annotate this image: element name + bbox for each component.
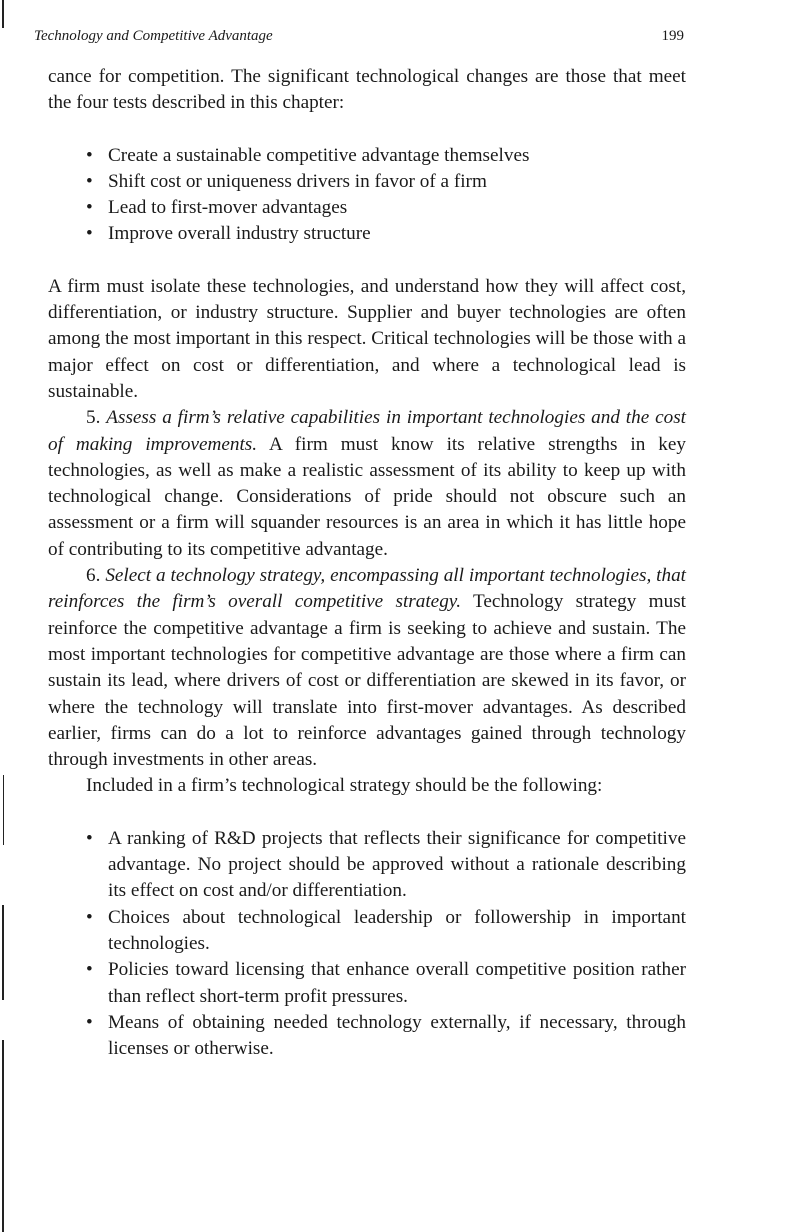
running-head xyxy=(34,28,684,50)
list-item: • Improve overall industry structure xyxy=(86,221,686,247)
running-title: Technology and Competitive Advantage xyxy=(34,28,273,44)
paragraph-included: Included in a firm’s technological strategy should be the following: xyxy=(86,775,603,797)
step-6-number: 6. xyxy=(86,565,101,587)
scan-edge-mark-top xyxy=(2,0,4,28)
list-item: • Means of obtaining needed technology externally, if necessary, through licenses or otherwise. xyxy=(86,1010,686,1063)
list-item: • Lead to first-mover advantages xyxy=(86,195,686,221)
strategy-list xyxy=(48,826,686,1063)
paragraph-isolate-technologies: A firm must isolate these technologies, and understand how they will affect cost, differentiation, or industry structure. Supplier and buyer technologies are often among the most important in this respect. Critical technologies will be those with a major effect on cost or differentiation, and where a technological lead is sustainable. xyxy=(48,275,686,402)
scan-edge-mark-middle xyxy=(3,775,4,845)
page-number: 199 xyxy=(661,28,684,44)
paragraph-continuation: cance for competition. The significant technological changes are those that meet the four tests described in this chapter: xyxy=(48,66,686,114)
list-item: • Shift cost or uniqueness drivers in favor of a firm xyxy=(86,169,686,195)
body-text xyxy=(48,64,686,1062)
tests-list xyxy=(48,143,686,248)
step-5-heading: Assess a firm’s relative capabilities in important technologies and the cost of making improvements. xyxy=(48,407,686,455)
paragraph-step-5 xyxy=(48,405,686,563)
list-item: • Policies toward licensing that enhance overall competitive position rather than reflect short-term profit pressures. xyxy=(86,957,686,1010)
step-5-number: 5. xyxy=(86,407,101,429)
step-5-text: A firm must know its relative strengths in key technologies, as well as make a realistic assessment of its ability to keep up with technological change. Considerations of pride should not obscure such an assessment or a firm will squander resources is an area in which it has little hope of contributing to its competitive advantage. xyxy=(48,433,686,560)
scan-edge-mark-bottom xyxy=(2,1040,4,1232)
step-6-heading: Select a technology strategy, encompassing all important technologies, that reinforces the firm’s overall competitive strategy. xyxy=(48,565,687,613)
scan-edge-mark-lower xyxy=(2,905,4,1000)
list-item: • Create a sustainable competitive advantage themselves xyxy=(86,143,686,169)
step-6-text: Technology strategy must reinforce the competitive advantage a firm is seeking to achieve and sustain. The most important technologies for competitive advantage are those where a firm can sustain its lead, where drivers of cost or differentiation are skewed in its favor, or where the technology will translate into first-mover advantages. As described earlier, firms can do a lot to reinforce advantages gained through technology through investments in other areas. xyxy=(48,591,686,771)
list-item: • A ranking of R&D projects that reflects their significance for competitive advantage. No project should be approved without a rationale describing its effect on cost and/or differentiation. xyxy=(86,826,686,905)
paragraph-step-6 xyxy=(48,563,686,773)
list-item: • Choices about technological leadership or followership in important technologies. xyxy=(86,905,686,958)
